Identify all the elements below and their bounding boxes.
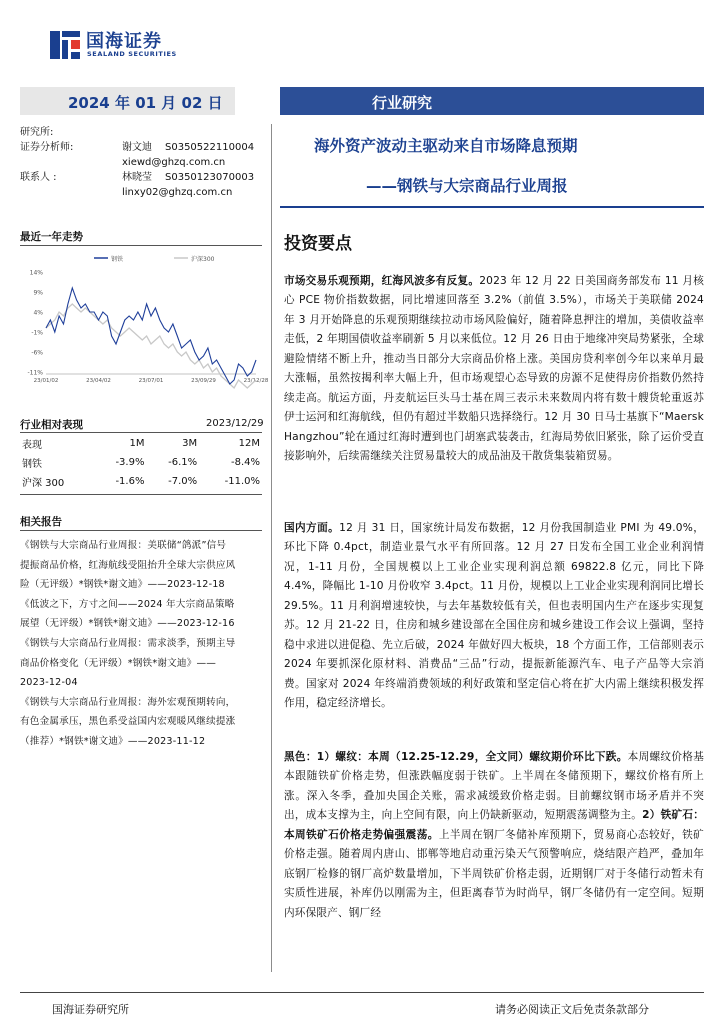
brand-logo [48, 26, 188, 66]
table-row [20, 472, 262, 491]
contact-label: 联系人 : [20, 172, 57, 183]
related-report-link[interactable]: 《钢铁与大宗商品行业周报：海外宏观预期转向， 有色金属承压，黑色系受益国内宏观暖风继续提涨 （推荐）*钢铁*谢文迪》——2023-11-12 [20, 696, 236, 747]
table-cell: -3.9% [115, 457, 145, 468]
trend-chart [24, 250, 269, 386]
paragraph-lead: 2）铁矿石：本周铁矿石价格走势偏强震荡。 [284, 809, 704, 841]
title-rule [280, 206, 704, 208]
y-tick-label: 4% [33, 309, 43, 317]
performance-bottom-rule [20, 494, 262, 495]
report-subtitle: ——钢铁与大宗商品行业周报 [366, 177, 568, 195]
research-label: 研究所: [20, 127, 54, 138]
paragraph-lead: 国内方面。 [284, 522, 340, 534]
performance-rule [20, 432, 262, 433]
paragraph-market [284, 272, 704, 467]
paragraph-body: 2023 年 12 月 22 日美国商务部发布 11 月核心 PCE 物价指数数据，同比增速回落至 3.2%（前值 3.5%），市场关于美联储 2024 年 3 月开始降息的乐观预期继续拉动市场风险偏好，随着降息押注的增加，美债收益率走低，2 年期国债收益率刷新 5 月以来低位。12 月 26 日由于地缘冲突局势紧张，全球避险情绪不断上升，推动当日部分大宗商品价格上涨。美国房贷利率创今年以来单月最大涨幅，虽然按揭利率大幅上升，但市场观望心态导致的房源不足使得房价指数仍然持续走高。航运方面，丹麦航运巨头马士基在周三表示未来数周内将有数十艘货轮重返苏伊士运河和红海航线，但仍有超过半数船只选择绕行。12 月 30 日马士基旗下“Maersk Hangzhou”轮在通过红海时遭到也门胡塞武装袭击，红海局势依旧紧张，除了运价受直接影响外，后续需继续关注贸易量较大的成品油及干散货集装箱贸易。 [284, 275, 704, 463]
paragraph-body: 本周螺纹价格基本跟随铁矿价格走势，但涨跌幅度弱于铁矿。上半周在冬储预期下，螺纹价格有所上涨。深入冬季，叠加央国企关账，需求减缓致价格走弱。目前螺纹钢市场矛盾并不突出，成本支撑为主，向上空间有限，向上仍缺新驱动，短期震荡调整为主。 [284, 751, 704, 822]
y-tick-label: -11% [27, 369, 43, 377]
footer-left: 国海证券研究所 [52, 1003, 129, 1016]
related-report-link[interactable]: 《钢铁与大宗商品行业周报：需求淡季，预期主导 商品价格变化（无评级）*钢铁*谢文迪》—— 2023-12-04 [20, 637, 236, 689]
table-cell: 钢铁 [22, 459, 42, 470]
table-cell: -7.0% [168, 476, 198, 487]
y-tick-label: 9% [33, 289, 43, 297]
related-report-link[interactable]: 《钢铁与大宗商品行业周报：美联储“鸽派”信号 提振商品价格，红海航线受阻抬升全球大宗供应风 险（无评级）*钢铁*谢文迪》——2023-12-18 [20, 540, 236, 591]
trend-heading: 最近一年走势 [20, 231, 83, 243]
brand-name-cn: 国海证券 [86, 31, 162, 52]
paragraph-body: 上半周在钢厂冬储补库预期下，贸易商心态较好，铁矿价格走强。随着周内唐山、邯郸等地启动重污染天气预警响应，烧结限产趋严，叠加年底钢厂检修的钢厂高炉数量增加，下半周铁矿价格走弱，近期钢厂对于冬储行动暂未有实质性进展，补库仍以刚需为主，但距离春节为时尚早，钢厂冬储仍有一定空间。短期内环保限产、钢厂经 [284, 828, 704, 919]
legend-label: 钢铁 [111, 256, 124, 263]
paragraph-ferrous [284, 748, 704, 923]
column-divider [271, 124, 272, 972]
contact-email[interactable]: linxy02@ghzq.com.cn [122, 187, 233, 198]
table-header-cell: 表现 [22, 440, 42, 451]
x-tick-label: 23/07/01 [138, 378, 164, 384]
table-header-cell: 12M [238, 438, 260, 449]
x-tick-label: 23/04/02 [86, 378, 111, 384]
y-tick-label: -1% [31, 329, 43, 337]
paragraph-body: 12 月 31 日，国家统计局发布数据，12 月份我国制造业 PMI 为 49.0%，环比下降 0.4pct，制造业景气水平有所回落。12 月 27 日发布全国工业企业利润情况，1-11 月份，全国规模以上工业企业实现利润总额 69822.8 亿元，同比下降 4.4%，降幅比 1-10 月份收窄 3.4pct。11 月份，规模以上工业企业实现利润同比增长 29.5%。11 月利润增速较快，与去年基数较低有关，但也表明国内生产在逐步实现复苏。12 月 21-22 日，住房和城乡建设部在全国住房和城乡建设工作会议上强调，坚持稳中求进以进促稳、先立后破，2024 年做好四大板块，18 个方面工作，工信部则表示 2024 年要抓深化原材料、消费品“三品”行动，提振新能源汽车、电子产品等大宗消费。国家对 2024 年终端消费领域的利好政策和坚定信心将在扩大内需上继续积极发挥作用，稳定经济增长。 [284, 522, 704, 710]
x-tick-label: 23/12/28 [243, 378, 269, 384]
table-cell: -11.0% [224, 476, 260, 487]
table-cell: -6.1% [168, 457, 198, 468]
analyst-label: 证券分析师: [20, 142, 74, 153]
series-line-steel [46, 288, 256, 384]
legend-label: 沪深300 [191, 256, 215, 263]
brand-name-en: SEALAND SECURITIES [87, 50, 177, 58]
footer-rule [20, 992, 704, 993]
report-category-bar [280, 87, 704, 115]
sealand-logo-icon [48, 28, 82, 62]
related-heading: 相关报告 [20, 516, 62, 528]
report-date-bar [20, 87, 235, 115]
report-category: 行业研究 [372, 94, 433, 112]
table-cell: -1.6% [115, 476, 145, 487]
analyst-email[interactable]: xiewd@ghzq.com.cn [122, 157, 226, 168]
x-tick-label: 23/01/02 [33, 378, 59, 384]
contact-cert: S0350123070003 [165, 172, 255, 183]
paragraph-lead: 黑色：1）螺纹：本周（12.25-12.29，全文同）螺纹期价环比下跌。 [284, 751, 628, 763]
paragraph-lead: 市场交易乐观预期，红海风波多有反复。 [284, 275, 480, 287]
y-tick-label: 14% [29, 269, 43, 277]
table-header-cell: 3M [182, 438, 198, 449]
y-tick-label: -6% [31, 349, 43, 357]
related-reports-list [20, 536, 266, 752]
performance-heading: 行业相对表现 [20, 419, 83, 431]
related-rule [20, 530, 262, 531]
performance-date: 2023/12/29 [206, 418, 264, 429]
footer-disclaimer[interactable]: 请务必阅读正文后免责条款部分 [495, 1003, 649, 1016]
performance-table [20, 434, 262, 491]
x-tick-label: 23/09/29 [191, 378, 216, 384]
report-date: 2024 年 01 月 02 日 [68, 94, 223, 112]
report-title: 海外资产波动主驱动来自市场降息预期 [314, 137, 578, 155]
analyst-name: 谢文迪 [122, 142, 152, 153]
paragraph-domestic [284, 519, 704, 714]
related-report-link[interactable]: 《低波之下，方寸之间——2024 年大宗商品策略 展望（无评级）*钢铁*谢文迪》——2023-12-16 [20, 598, 235, 630]
trend-rule [20, 245, 262, 246]
table-row [20, 453, 262, 472]
table-cell: -8.4% [230, 457, 260, 468]
key-points-heading: 投资要点 [284, 234, 352, 254]
contact-name: 林晓莹 [122, 172, 152, 183]
table-header-row [20, 434, 262, 453]
table-header-cell: 1M [129, 438, 145, 449]
table-cell: 沪深 300 [22, 478, 65, 489]
analyst-cert: S0350522110004 [165, 142, 255, 153]
